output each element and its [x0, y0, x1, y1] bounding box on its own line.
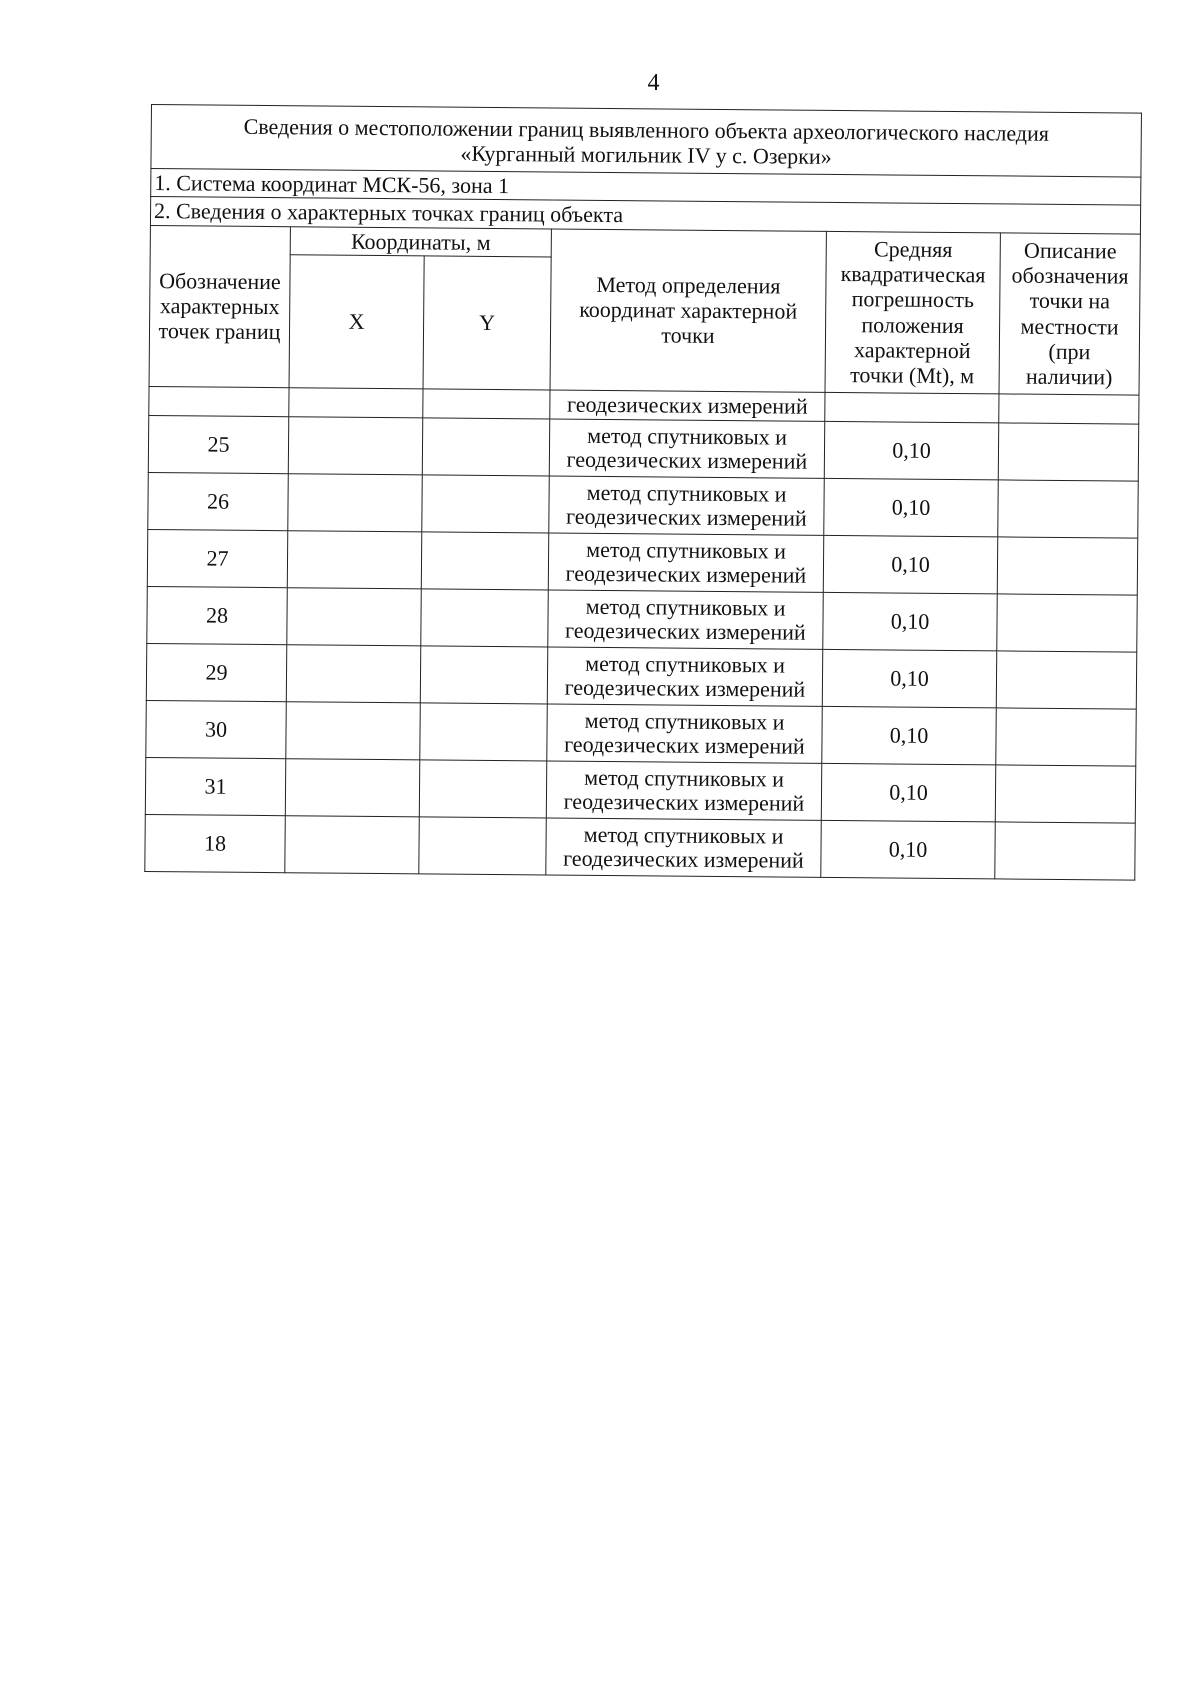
- method-cell: [549, 419, 824, 478]
- table-row: [148, 472, 1138, 538]
- method-line-2: геодезических измерений: [566, 503, 807, 531]
- header-error: Средняя квадратическая погрешность положения характерной точки (Mt), м: [825, 231, 1000, 394]
- continuation-empty-cell: [289, 388, 423, 418]
- method-cell: [548, 533, 823, 592]
- point-description: [995, 765, 1136, 823]
- method-line-1: метод спутниковых и: [583, 821, 784, 849]
- header-point: Обозначение характерных точек границ: [149, 225, 290, 388]
- point-description: [996, 708, 1137, 766]
- method-cell: [546, 818, 821, 877]
- method-line-1: метод спутниковых и: [586, 479, 787, 507]
- point-number: 28: [147, 586, 287, 644]
- error-value: 0,10: [824, 478, 998, 537]
- title-line-1: Сведения о местоположении границ выявленного объекта археологического наследия: [243, 113, 1050, 146]
- error-value: 0,10: [824, 421, 998, 480]
- method-line-2: геодезических измерений: [565, 560, 807, 588]
- table-row: [146, 643, 1136, 709]
- method-line-2: геодезических измерений: [563, 788, 805, 816]
- method-line-2: геодезических измерений: [565, 617, 806, 645]
- continuation-empty-cell: [149, 386, 289, 416]
- header-coordinates: Координаты, м: [290, 226, 551, 257]
- table-row: [145, 814, 1135, 880]
- coordinate-x: [288, 474, 422, 532]
- method-line-1: метод спутниковых и: [584, 707, 785, 735]
- coordinate-x: [287, 531, 421, 589]
- method-cell: [547, 704, 822, 763]
- title-line-2: «Курганный могильник IV у с. Озерки»: [460, 140, 832, 169]
- method-line-1: метод спутниковых и: [585, 593, 786, 621]
- coordinate-x: [285, 759, 419, 817]
- coordinate-x: [286, 702, 420, 760]
- error-value: 0,10: [823, 592, 997, 651]
- error-value: 0,10: [822, 649, 996, 708]
- continuation-empty-cell: [825, 392, 999, 423]
- point-description: [998, 480, 1139, 538]
- point-description: [997, 594, 1138, 652]
- method-cell: [549, 476, 824, 535]
- point-number: 31: [145, 757, 285, 815]
- method-line-2: геодезических измерений: [564, 731, 805, 759]
- coordinate-x: [286, 645, 420, 703]
- method-line-2: геодезических измерений: [563, 845, 804, 873]
- method-line-1: метод спутниковых и: [584, 764, 785, 792]
- method-cell: [548, 590, 823, 649]
- method-cell: [547, 647, 822, 706]
- point-description: [998, 423, 1139, 481]
- point-number: 26: [148, 472, 288, 530]
- coordinate-y: [420, 646, 547, 704]
- header-x: X: [289, 255, 424, 389]
- table-row: [148, 415, 1138, 481]
- boundary-points-table: [144, 104, 1142, 881]
- coordinate-y: [422, 475, 549, 533]
- continuation-empty-cell: [999, 394, 1139, 424]
- header-description: Описание обозначения точки на местности (при наличии): [999, 233, 1140, 396]
- method-line-1: метод спутниковых и: [585, 650, 786, 678]
- coordinate-x: [285, 816, 419, 874]
- method-line-1: метод спутниковых и: [587, 422, 788, 450]
- point-description: [997, 537, 1138, 595]
- header-method: Метод определения координат характерной точки: [550, 229, 826, 393]
- coordinate-y: [422, 418, 549, 476]
- method-cell: [546, 761, 821, 820]
- continuation-empty-cell: [423, 389, 550, 419]
- point-description: [996, 651, 1137, 709]
- table-title: [151, 105, 1142, 178]
- table-row: [147, 586, 1137, 652]
- method-line-2: геодезических измерений: [566, 446, 808, 474]
- header-y: Y: [423, 256, 551, 390]
- continuation-method: геодезических измерений: [550, 390, 825, 421]
- point-number: 18: [145, 814, 285, 872]
- coordinate-y: [421, 589, 548, 647]
- page-number: 4: [647, 70, 660, 96]
- method-line-2: геодезических измерений: [564, 674, 806, 702]
- point-number: 30: [146, 700, 286, 758]
- method-line-1: метод спутниковых и: [586, 536, 787, 564]
- coordinate-y: [419, 760, 546, 818]
- coordinate-x: [288, 417, 422, 475]
- coordinate-y: [421, 532, 548, 590]
- error-value: 0,10: [823, 535, 997, 594]
- point-number: 27: [147, 529, 287, 587]
- error-value: 0,10: [821, 763, 995, 822]
- table-title-row: [151, 105, 1142, 178]
- coordinate-y: [420, 703, 547, 761]
- point-description: [995, 822, 1136, 880]
- coordinate-system-text: 1. Система координат МСК-56, зона 1: [151, 169, 1141, 206]
- error-value: 0,10: [821, 820, 995, 879]
- table-row: [146, 700, 1136, 766]
- table-row: [147, 529, 1137, 595]
- table-row: [145, 757, 1135, 823]
- error-value: 0,10: [822, 706, 996, 765]
- point-number: 29: [146, 643, 286, 701]
- point-number: 25: [148, 415, 288, 473]
- coordinate-y: [419, 817, 546, 875]
- coordinate-x: [287, 588, 421, 646]
- points-section-text: 2. Сведения о характерных точках границ объекта: [150, 197, 1140, 234]
